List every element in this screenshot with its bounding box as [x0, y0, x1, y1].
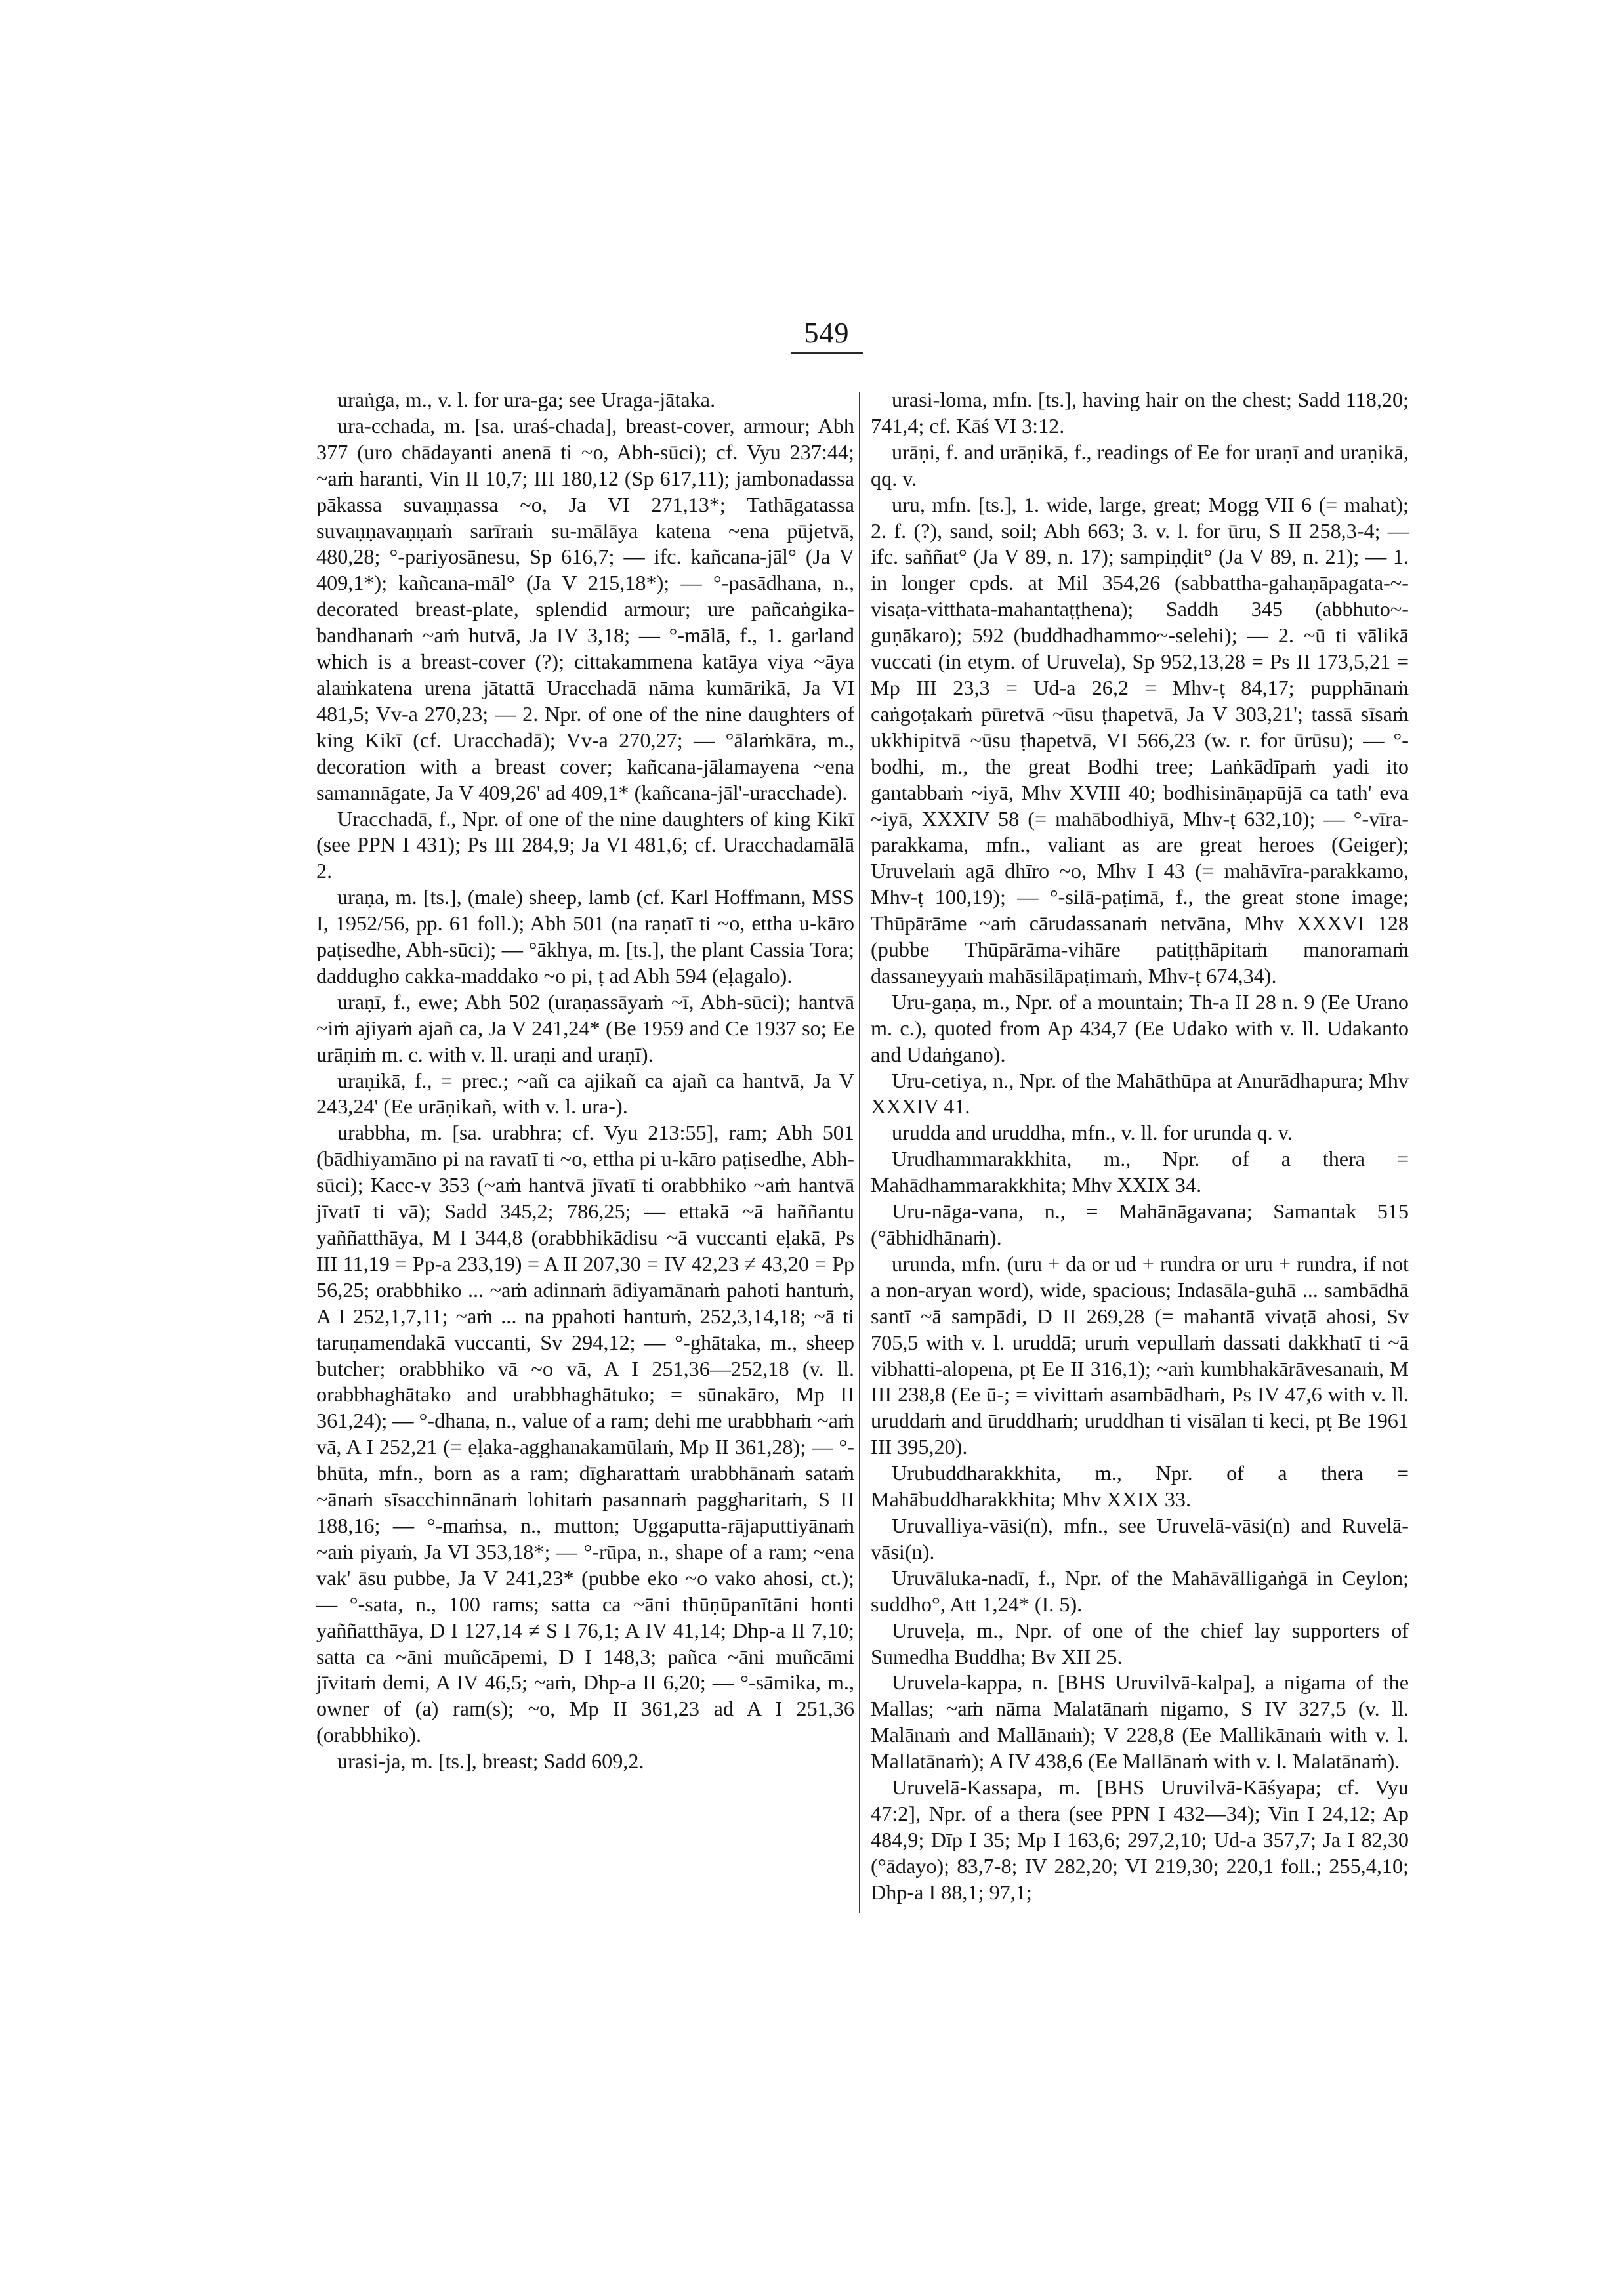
- entry: Uru-nāga-vana, n., = Mahānāgavana; Samantak 515 (°ābhidhānaṁ).: [871, 1199, 1409, 1249]
- entry: Uruvalliya-vāsi(n), mfn., see Uruvelā-vāsi(n) and Ruvelā-vāsi(n).: [871, 1513, 1409, 1563]
- page-number-rule: [791, 352, 863, 354]
- entry: uru, mfn. [ts.], 1. wide, large, great; Mogg VII 6 (= mahat); 2. f. (?), sand, soil; Abh 663; 3. v. l. for ūru, S II 258,3-4; — ifc. saññat° (Ja V 89, n. 17); sampiṇḍit° (Ja V 89, n. 21); — 1. in longer cpds. at Mil 354,26 (sabbattha-gahaṇāpagata-~-visaṭa-vitthata-mahantaṭṭhena); Saddh 345 (abbhuto~-guṇākaro); 592 (buddhadhammo~-selehi); — 2. ~ū ti vālikā vuccati (in etym. of Uruvela), Sp 952,13,28 = Ps II 173,5,21 = Mp III 23,3 = Ud-a 26,2 = Mhv-ṭ 84,17; pupphānaṁ caṅgoṭakaṁ pūretvā ~ūsu ṭhapetvā, Ja V 303,21'; tassā sīsaṁ ukkhipitvā ~ūsu ṭhapetvā, VI 566,23 (w. r. for ūrūsu); — °-bodhi, m., the great Bodhi tree; Laṅkādīpaṁ yadi ito gantabbaṁ ~iyā, Mhv XVIII 40; bodhisināṇapūjā ca tath' eva ~iyā, XXXIV 58 (= mahābodhiyā, Mhv-ṭ 632,10); — °-vīra-parakkama, mfn., valiant as are great heroes (Geiger); Uruvelaṁ agā dhīro ~o, Mhv I 43 (= mahāvīra-parakkamo, Mhv-ṭ 100,19); — °-silā-paṭimā, f., the great stone image; Thūpārāme ~aṁ cārudassanaṁ netvāna, Mhv XXXVI 128 (pubbe Thūpārāma-vihāre patiṭṭhāpitaṁ manoramaṁ dassaneyyaṁ mahāsilāpaṭimaṁ, Mhv-ṭ 674,34).: [871, 492, 1409, 987]
- entry: urāṇi, f. and urāṇikā, f., readings of Ee for uraṇī and uraṇikā, qq. v.: [871, 440, 1409, 490]
- entry: urudda and uruddha, mfn., v. ll. for urunda q. v.: [892, 1121, 1293, 1145]
- entry: uraṇikā, f., = prec.; ~añ ca ajikañ ca ajañ ca hantvā, Ja V 243,24' (Ee urāṇikañ, with v. l. ura-).: [316, 1068, 854, 1119]
- column-divider: [859, 392, 860, 1913]
- page-number: 549: [804, 317, 850, 349]
- right-column: [871, 387, 1409, 1906]
- entry: Uruveḷa, m., Npr. of one of the chief lay supporters of Sumedha Buddha; Bv XII 25.: [871, 1618, 1409, 1668]
- entry: ura-cchada, m. [sa. uraś-chada], breast-cover, armour; Abh 377 (uro chādayanti anenā ti ~o, Abh-sūci); cf. Vyu 237:44; ~aṁ haranti, Vin II 10,7; III 180,12 (Sp 617,11); jambonadassa pākassa suvaṇṇassa ~o, Ja VI 271,13*; Tathāgatassa suvaṇṇavaṇṇaṁ sarīraṁ su-mālāya katena ~ena pūjetvā, 480,28; °-pariyosānesu, Sp 616,7; — ifc. kañcana-jāl° (Ja V 409,1*); kañcana-māl° (Ja V 215,18*); — °-pasādhana, n., decorated breast-plate, splendid armour; ure pañcaṅgika-bandhanaṁ ~aṁ hutvā, Ja IV 3,18; — °-mālā, f., 1. garland which is a breast-cover (?); cittakammena katāya viya ~āya alaṁkatena urena jātattā Uracchadā nāma kumārikā, Ja VI 481,5; Vv-a 270,23; — 2. Npr. of one of the nine daughters of king Kikī (cf. Uracchadā); Vv-a 270,27; — °ālaṁkāra, m., decoration with a breast cover; kañcana-jālamayena ~ena samannāgate, Ja V 409,26' ad 409,1* (kañcana-jāl'-uracchade).: [316, 413, 854, 804]
- entry: Uru-gaṇa, m., Npr. of a mountain; Th-a II 28 n. 9 (Ee Urano m. c.), quoted from Ap 434,7 (Ee Udako with v. ll. Udakanto and Udaṅgano).: [871, 989, 1409, 1066]
- entry: Uruvāluka-nadī, f., Npr. of the Mahāvālligaṅgā in Ceylon; suddho°, Att 1,24* (I. 5).: [871, 1565, 1409, 1616]
- entry: Uruvela-kappa, n. [BHS Uruvilvā-kalpa], a nigama of the Mallas; ~aṁ nāma Malatānaṁ nigamo, S IV 327,5 (v. ll. Malānaṁ and Mallānaṁ); V 228,8 (Ee Mallikānaṁ with v. l. Mallatānaṁ); A IV 438,6 (Ee Mallānaṁ with v. l. Malatānaṁ).: [871, 1670, 1409, 1773]
- entry: urasi-ja, m. [ts.], breast; Sadd 609,2.: [337, 1749, 644, 1773]
- entry: Uruvelā-Kassapa, m. [BHS Uruvilvā-Kāśyapa; cf. Vyu 47:2], Npr. of a thera (see PPN I 432—34); Vin I 24,12; Ap 484,9; Dīp I 35; Mp I 163,6; 297,2,10; Ud-a 357,7; Ja I 82,30 (°ādayo); 83,7-8; IV 282,20; VI 219,30; 220,1 foll.; 255,4,10; Dhp-a I 88,1; 97,1;: [871, 1775, 1409, 1904]
- entry: Urubuddharakkhita, m., Npr. of a thera = Mahābuddharakkhita; Mhv XXIX 33.: [871, 1461, 1409, 1512]
- entry: urunda, mfn. (uru + da or ud + rundra or uru + rundra, if not a non-aryan word), wide, spacious; Indasāla-guhā ... sambādhā santī ~ā sampādi, D II 269,28 (= mahantā vivaṭā ahosi, Sv 705,5 with v. l. uruddā; uruṁ vepullaṁ dassati dakkhatī ti ~ā vibhatti-alopena, pṭ Ee II 316,1); ~aṁ kumbhakārāvesanaṁ, M III 238,8 (Ee ū-; = vivittaṁ asambādhaṁ, Ps IV 47,6 with v. ll. uruddaṁ and ūruddhaṁ; uruddhan ti visālan ti keci, pṭ Be 1961 III 395,20).: [871, 1251, 1409, 1459]
- entry: uraṇa, m. [ts.], (male) sheep, lamb (cf. Karl Hoffmann, MSS I, 1952/56, pp. 61 foll.); Abh 501 (na raṇatī ti ~o, ettha u-kāro paṭisedhe, Abh-sūci); — °ākhya, m. [ts.], the plant Cassia Tora; daddugho cakka-maddako ~o pi, ṭ ad Abh 594 (eḷagalo).: [316, 885, 854, 987]
- entry: urabbha, m. [sa. urabhra; cf. Vyu 213:55], ram; Abh 501 (bādhiyamāno pi na ravatī ti ~o, ettha pi u-kāro paṭisedhe, Abh-sūci); Kacc-v 353 (~aṁ hantvā jīvatī ti orabbhiko ~aṁ hantvā jīvatī ti vā); Sadd 345,2; 786,25; — ettakā ~ā haññantu yaññatthāya, M I 344,8 (orabbhikādisu ~ā vuccanti eḷakā, Ps III 11,19 = Pp-a 233,19) = A II 207,30 = IV 42,23 ≠ 43,20 = Pp 56,25; orabbhiko ... ~aṁ adinnaṁ ādiyamānaṁ pahoti hantuṁ, A I 252,1,7,11; ~aṁ ... na ppahoti hantuṁ, 252,3,14,18; ~ā ti taruṇamendakā vuccanti, Sv 294,12; — °-ghātaka, m., sheep butcher; orabbhiko vā ~o vā, A I 251,36—252,18 (v. ll. orabbhaghātako and urabbhaghātuko; = sūnakāro, Mp II 361,24); — °-dhana, n., value of a ram; dehi me urabbhaṁ ~aṁ vā, A I 252,21 (= eḷaka-agghanakamūlaṁ, Mp II 361,28); — °-bhūta, mfn., born as a ram; dīgharattaṁ urabbhānaṁ sataṁ ~ānaṁ sīsacchinnānaṁ lohitaṁ pasannaṁ paggharitaṁ, S II 188,16; — °-maṁsa, n., mutton; Uggaputta-rājaputtiyānaṁ ~aṁ piyaṁ, Ja VI 353,18*; — °-rūpa, n., shape of a ram; ~ena vak' āsu pubbe, Ja V 241,23* (pubbe eko ~o vako ahosi, ct.); — °-sata, n., 100 rams; satta ca ~āni thūṇūpanītāni honti yaññatthāya, D I 127,14 ≠ S I 76,1; A IV 41,14; Dhp-a II 7,10; satta ca ~āni muñcāpemi, D I 148,3; pañca ~āni muñcāmi jīvitaṁ demi, A IV 46,5; ~aṁ, Dhp-a II 6,20; — °-sāmika, m., owner of (a) ram(s); ~o, Mp II 361,23 ad A I 251,36 (orabbhiko).: [316, 1121, 854, 1747]
- left-column: [316, 387, 854, 1775]
- entry: uraṅga, m., v. l. for ura-ga; see Uraga-jātaka.: [337, 388, 716, 411]
- entry: urasi-loma, mfn. [ts.], having hair on the chest; Sadd 118,20; 741,4; cf. Kāś VI 3:12.: [871, 388, 1409, 438]
- entry: Uracchadā, f., Npr. of one of the nine daughters of king Kikī (see PPN I 431); Ps III 284,9; Ja VI 481,6; cf. Uracchadamālā 2.: [316, 806, 854, 883]
- entry: Uru-cetiya, n., Npr. of the Mahāthūpa at Anurādhapura; Mhv XXXIV 41.: [871, 1068, 1409, 1119]
- entry: Urudhammarakkhita, m., Npr. of a thera = Mahādhammarakkhita; Mhv XXIX 34.: [871, 1147, 1409, 1197]
- entry: uraṇī, f., ewe; Abh 502 (uraṇassāyaṁ ~ī, Abh-sūci); hantvā ~iṁ ajiyaṁ ajañ ca, Ja V 241,24* (Be 1959 and Ce 1937 so; Ee urāṇiṁ m. c. with v. ll. uraṇi and uraṇī).: [316, 989, 854, 1066]
